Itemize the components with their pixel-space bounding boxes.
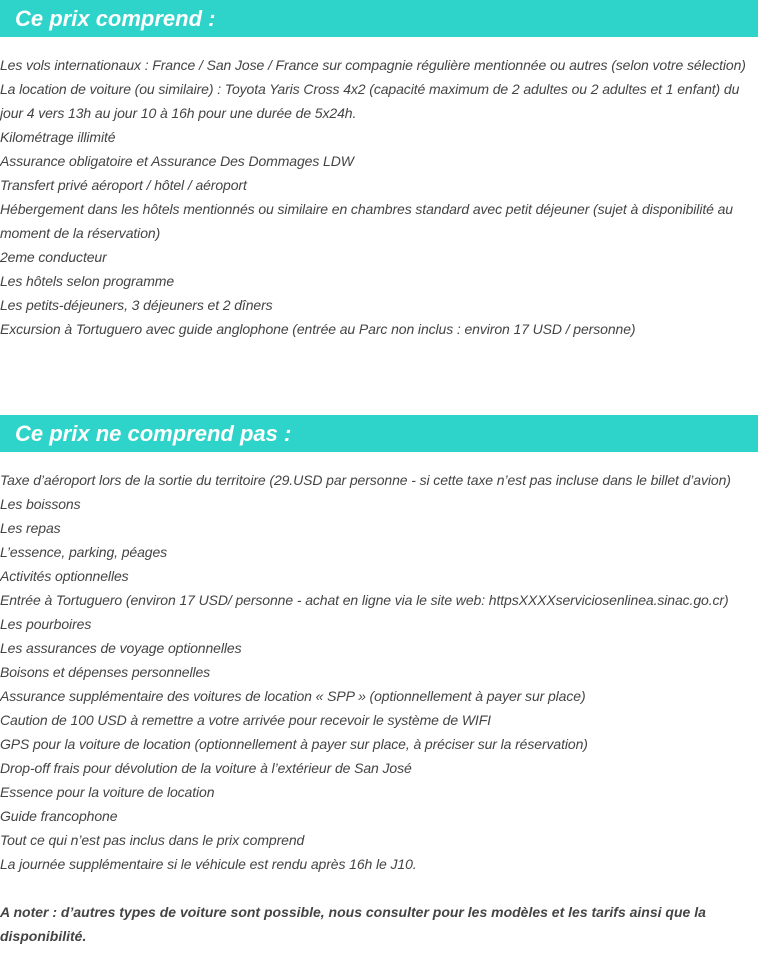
list-item: Assurance supplémentaire des voitures de location « SPP » (optionnellement à payer sur place) bbox=[0, 688, 586, 704]
list-item: Les assurances de voyage optionnelles bbox=[0, 640, 242, 656]
list-item: Entrée à Tortuguero (environ 17 USD/ personne - achat en ligne via le site web: httpsXXXXserviciosenlinea.sinac.go.cr) bbox=[0, 592, 729, 608]
list-item: Kilométrage illimité bbox=[0, 129, 116, 145]
list-item: La journée supplémentaire si le véhicule est rendu après 16h le J10. bbox=[0, 856, 417, 872]
includes-header bbox=[0, 0, 758, 37]
list-item: L’essence, parking, péages bbox=[0, 544, 168, 560]
excludes-header bbox=[0, 415, 758, 452]
list-item: Les pourboires bbox=[0, 616, 92, 632]
list-item: 2eme conducteur bbox=[0, 249, 107, 265]
list-item: Caution de 100 USD à remettre a votre arrivée pour recevoir le système de WIFI bbox=[0, 712, 491, 728]
list-item: Les petits-déjeuners, 3 déjeuners et 2 dîners bbox=[0, 297, 273, 313]
list-item: Les vols internationaux : France / San Jose / France sur compagnie régulière mentionnée ou autres (selon votre sélection) bbox=[0, 57, 746, 73]
note-text: A noter : d’autres types de voiture sont possible, nous consulter pour les modèles et les tarifs ainsi que la disponibilité. bbox=[0, 904, 706, 944]
list-item: Guide francophone bbox=[0, 808, 118, 824]
list-item: GPS pour la voiture de location (optionnellement à payer sur place, à préciser sur la réservation) bbox=[0, 736, 588, 752]
list-item: Boisons et dépenses personnelles bbox=[0, 664, 211, 680]
excludes-list bbox=[0, 468, 752, 876]
list-item: Drop-off frais pour dévolution de la voiture à l’extérieur de San José bbox=[0, 760, 412, 776]
includes-list bbox=[0, 53, 752, 341]
list-item: Les repas bbox=[0, 520, 61, 536]
excludes-title: Ce prix ne comprend pas : bbox=[15, 421, 292, 446]
list-item: Assurance obligatoire et Assurance Des Dommages LDW bbox=[0, 153, 354, 169]
list-item: Taxe d’aéroport lors de la sortie du territoire (29.USD par personne - si cette taxe n’est pas incluse dans le billet d’avion) bbox=[0, 472, 731, 488]
includes-title: Ce prix comprend : bbox=[15, 6, 216, 31]
list-item: Excursion à Tortuguero avec guide anglophone (entrée au Parc non inclus : environ 17 USD / personne) bbox=[0, 321, 636, 337]
list-item: Les boissons bbox=[0, 496, 81, 512]
list-item: Essence pour la voiture de location bbox=[0, 784, 215, 800]
list-item: Tout ce qui n’est pas inclus dans le prix comprend bbox=[0, 832, 305, 848]
list-item: La location de voiture (ou similaire) : Toyota Yaris Cross 4x2 (capacité maximum de 2 adultes ou 2 adultes et 1 enfant) du jour 4 vers 13h au jour 10 à 16h pour une durée de 5x24h. bbox=[0, 81, 740, 121]
list-item: Hébergement dans les hôtels mentionnés ou similaire en chambres standard avec petit déjeuner (sujet à disponibilité au moment de la réservation) bbox=[0, 201, 733, 241]
list-item: Transfert privé aéroport / hôtel / aéroport bbox=[0, 177, 247, 193]
list-item: Activités optionnelles bbox=[0, 568, 129, 584]
list-item: Les hôtels selon programme bbox=[0, 273, 175, 289]
